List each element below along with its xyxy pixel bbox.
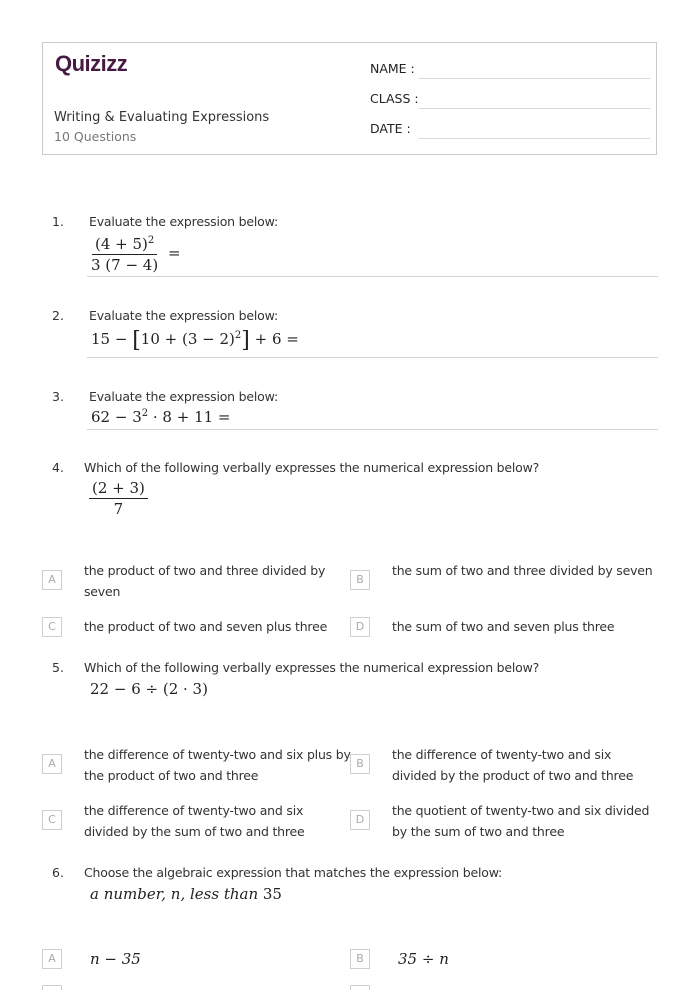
option-letter-box: A	[42, 570, 62, 590]
option-b[interactable]	[350, 744, 660, 784]
name-line	[419, 78, 650, 79]
option-a[interactable]	[42, 744, 352, 784]
name-field[interactable]	[370, 59, 650, 79]
question-text: Evaluate the expression below:	[89, 214, 278, 229]
expression: a number, n, less than 35	[90, 885, 282, 903]
question-2	[52, 308, 658, 360]
class-label: CLASS :	[370, 91, 419, 106]
option-d[interactable]	[350, 800, 660, 840]
option-letter-box: B	[350, 949, 370, 969]
question-text: Which of the following verbally expresses the numerical expression below?	[84, 460, 540, 475]
option-letter-box: A	[42, 754, 62, 774]
expression: $\frac{(2 + 3)}{7}$	[89, 479, 148, 518]
answer-line[interactable]	[87, 429, 658, 430]
question-count: 10 Questions	[54, 129, 137, 144]
question-number: 2.	[52, 308, 64, 323]
expression: $15 - [10 + (3 - 2)^2] + 6$ =	[91, 328, 299, 353]
expression: 22 − 6 ÷ (2 · 3)	[90, 680, 208, 698]
option-c[interactable]	[42, 616, 342, 656]
option-letter-box: B	[350, 754, 370, 774]
expression: $62 - 3^2 \cdot 8 + 11$ =	[91, 408, 231, 426]
question-number: 6.	[52, 865, 64, 880]
question-5	[52, 660, 658, 704]
expression: $\frac{(4 + 5)^2}{3 (7 - 4)}$ =	[91, 232, 181, 274]
option-text: the difference of twenty-two and six divided by the product of two and three	[392, 747, 634, 783]
date-field[interactable]	[370, 119, 650, 139]
option-d[interactable]	[350, 616, 650, 656]
option-b[interactable]	[350, 560, 653, 600]
quizizz-logo: Quizizz	[55, 51, 128, 76]
option-letter-box: C	[42, 810, 62, 830]
question-number: 3.	[52, 389, 64, 404]
option-text: the difference of twenty-two and six divided by the sum of two and three	[84, 803, 305, 839]
question-number: 1.	[52, 214, 64, 229]
option-letter-box: A	[42, 949, 62, 969]
option-letter-box: C	[42, 617, 62, 637]
option-letter-box: D	[350, 617, 370, 637]
question-number: 5.	[52, 660, 64, 675]
question-6	[52, 865, 658, 909]
answer-line[interactable]	[87, 357, 658, 358]
class-line	[419, 108, 650, 109]
option-a[interactable]	[42, 948, 342, 988]
option-text: 35 ÷ n	[398, 950, 449, 968]
option-text: the quotient of twenty-two and six divided by the sum of two and three	[392, 803, 650, 839]
question-text: Evaluate the expression below:	[89, 389, 278, 404]
answer-line[interactable]	[87, 276, 658, 277]
option-text: the difference of twenty-two and six plus by the product of two and three	[84, 747, 351, 783]
option-c-box-partial[interactable]	[42, 985, 62, 990]
class-field[interactable]	[370, 89, 650, 109]
question-text: Which of the following verbally expresses the numerical expression below?	[84, 660, 540, 675]
option-text: the product of two and seven plus three	[84, 619, 328, 634]
question-4	[52, 460, 658, 524]
question-3	[52, 389, 658, 433]
option-a[interactable]	[42, 560, 342, 600]
date-label: DATE :	[370, 121, 411, 136]
option-text: n − 35	[90, 950, 141, 968]
question-text: Evaluate the expression below:	[89, 308, 278, 323]
option-c[interactable]	[42, 800, 352, 840]
option-text: the sum of two and seven plus three	[392, 619, 615, 634]
date-line	[419, 138, 650, 139]
question-text: Choose the algebraic expression that matches the expression below:	[84, 865, 503, 880]
option-d-box-partial[interactable]	[350, 985, 370, 990]
option-b[interactable]	[350, 948, 650, 988]
name-label: NAME :	[370, 61, 415, 76]
worksheet-title: Writing & Evaluating Expressions	[54, 110, 270, 125]
worksheet-header	[42, 42, 657, 155]
option-text: the product of two and three divided by seven	[84, 563, 326, 599]
question-number: 4.	[52, 460, 64, 475]
option-text: the sum of two and three divided by seven	[392, 563, 653, 578]
question-1	[52, 214, 658, 278]
option-letter-box: D	[350, 810, 370, 830]
option-letter-box: B	[350, 570, 370, 590]
